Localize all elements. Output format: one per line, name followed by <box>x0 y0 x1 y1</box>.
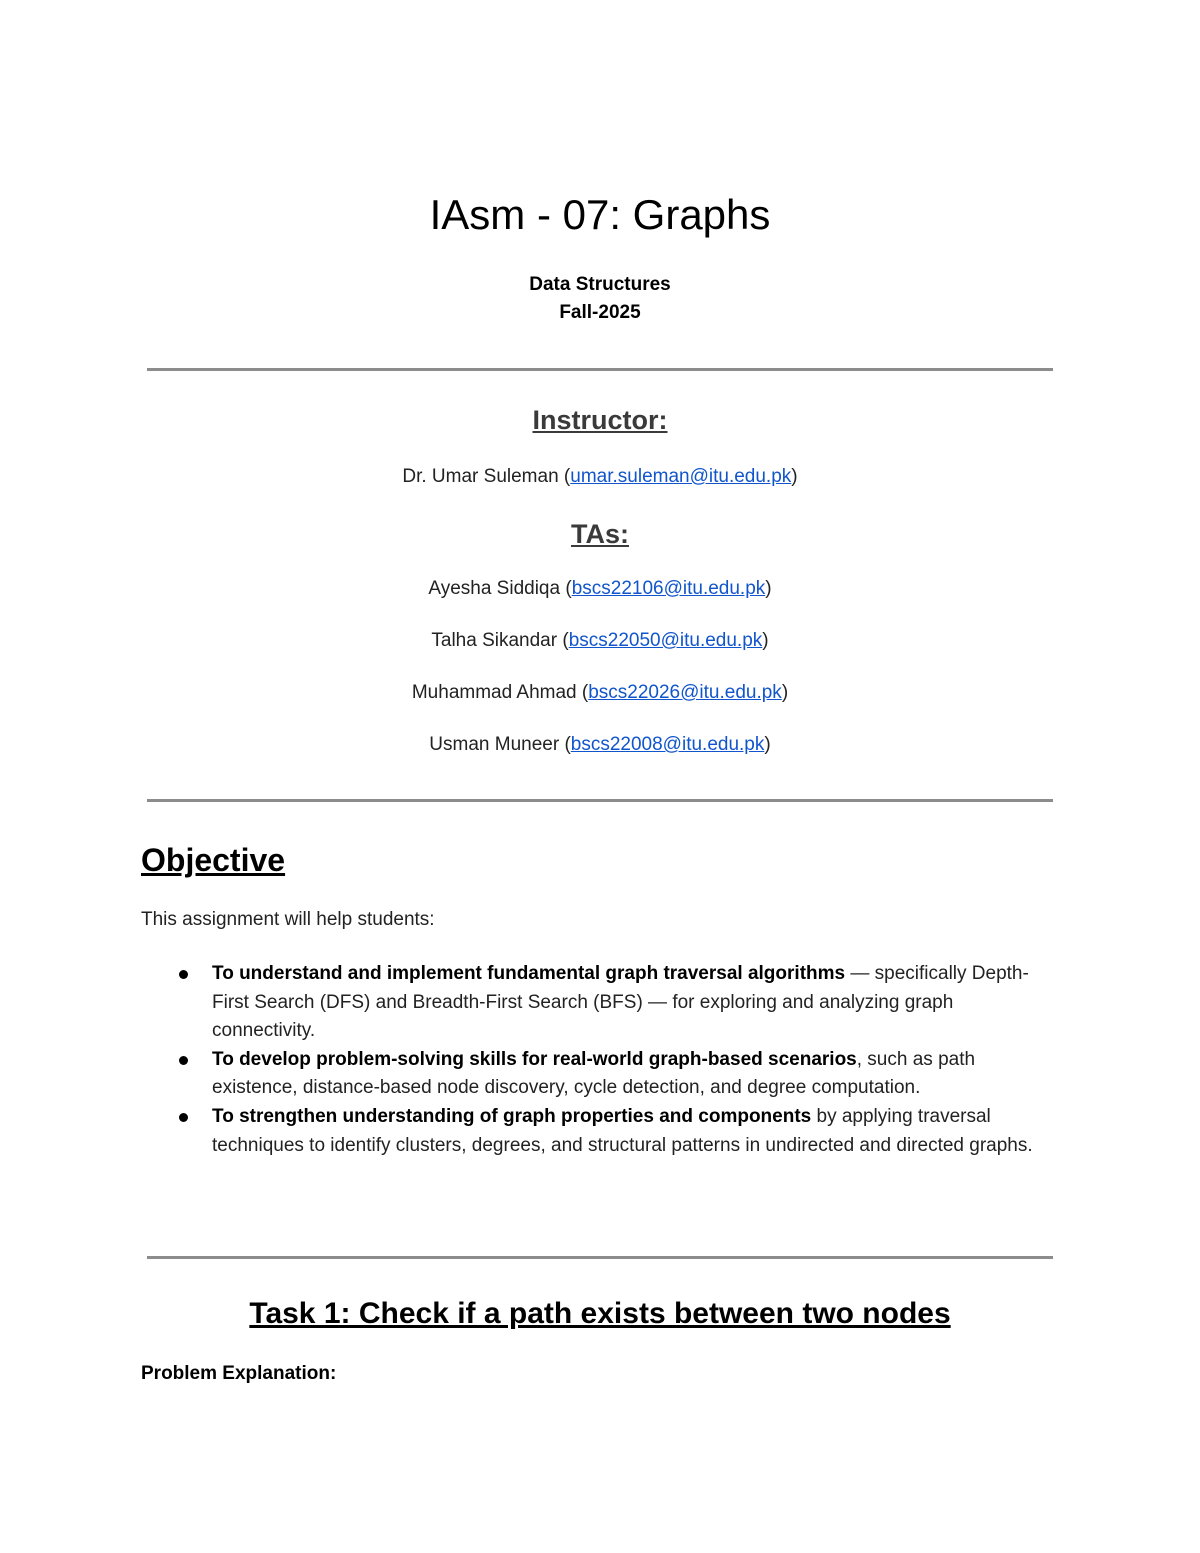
task1-heading: Task 1: Check if a path exists between two nodes <box>249 1297 951 1330</box>
bullet-text: , such as path existence, distance-based node discovery, cycle detection, and degree computation. <box>212 1048 976 1099</box>
ta-email-link[interactable]: bscs22106@itu.edu.pk <box>571 578 766 599</box>
bullet-bold-text: To strengthen understanding of graph properties and components <box>212 1105 812 1127</box>
ta-email-link[interactable]: bscs22026@itu.edu.pk <box>588 682 782 703</box>
list-item <box>141 1103 1041 1160</box>
bullet-bold-text: To understand and implement fundamental graph traversal algorithms <box>212 963 846 984</box>
objective-list <box>141 960 1041 1160</box>
bullet-text: — specifically Depth-First Search (DFS) and Breadth-First Search (BFS) — for exploring and analyzing graph connectivity. <box>212 963 1029 1042</box>
ta-name: Muhammad Ahmad <box>411 682 577 703</box>
document-title: IAsm - 07: Graphs <box>429 191 771 238</box>
ta-name: Ayesha Siddiqa <box>428 578 561 599</box>
horizontal-divider <box>147 799 1053 802</box>
ta-line: Talha Sikandar (bscs22050@itu.edu.pk) <box>431 630 769 651</box>
tas-heading: TAs: <box>571 519 629 549</box>
bullet-text: by applying traversal techniques to identify clusters, degrees, and structural patterns in undirected and directed graphs. <box>212 1105 1033 1156</box>
course-name: Data Structures <box>529 274 671 295</box>
horizontal-divider <box>147 1256 1053 1259</box>
list-item <box>141 960 1041 1046</box>
instructor-email-link[interactable]: umar.suleman@itu.edu.pk <box>570 466 792 487</box>
problem-explanation-label: Problem Explanation: <box>141 1363 337 1384</box>
ta-email-link[interactable]: bscs22008@itu.edu.pk <box>570 734 765 755</box>
course-term: Fall-2025 <box>559 302 641 323</box>
bullet-icon <box>179 1056 188 1065</box>
instructor-name: Dr. Umar Suleman <box>402 466 559 487</box>
ta-name: Talha Sikandar <box>431 630 558 651</box>
objective-intro: This assignment will help students: <box>141 909 435 930</box>
ta-name: Usman Muneer <box>429 734 560 755</box>
ta-email-link[interactable]: bscs22050@itu.edu.pk <box>568 630 763 651</box>
bullet-icon <box>179 1113 188 1122</box>
ta-line: Ayesha Siddiqa (bscs22106@itu.edu.pk) <box>428 578 772 599</box>
horizontal-divider <box>147 368 1053 371</box>
ta-line: Muhammad Ahmad (bscs22026@itu.edu.pk) <box>411 682 789 703</box>
ta-line: Usman Muneer (bscs22008@itu.edu.pk) <box>429 734 771 755</box>
bullet-bold-text: To develop problem-solving skills for real-world graph-based scenarios <box>212 1048 857 1070</box>
instructor-line: Dr. Umar Suleman (umar.suleman@itu.edu.pk) <box>402 466 798 487</box>
instructor-heading: Instructor: <box>532 405 668 435</box>
bullet-icon <box>179 970 188 979</box>
objective-heading: Objective <box>141 842 286 878</box>
list-item <box>141 1046 1041 1103</box>
